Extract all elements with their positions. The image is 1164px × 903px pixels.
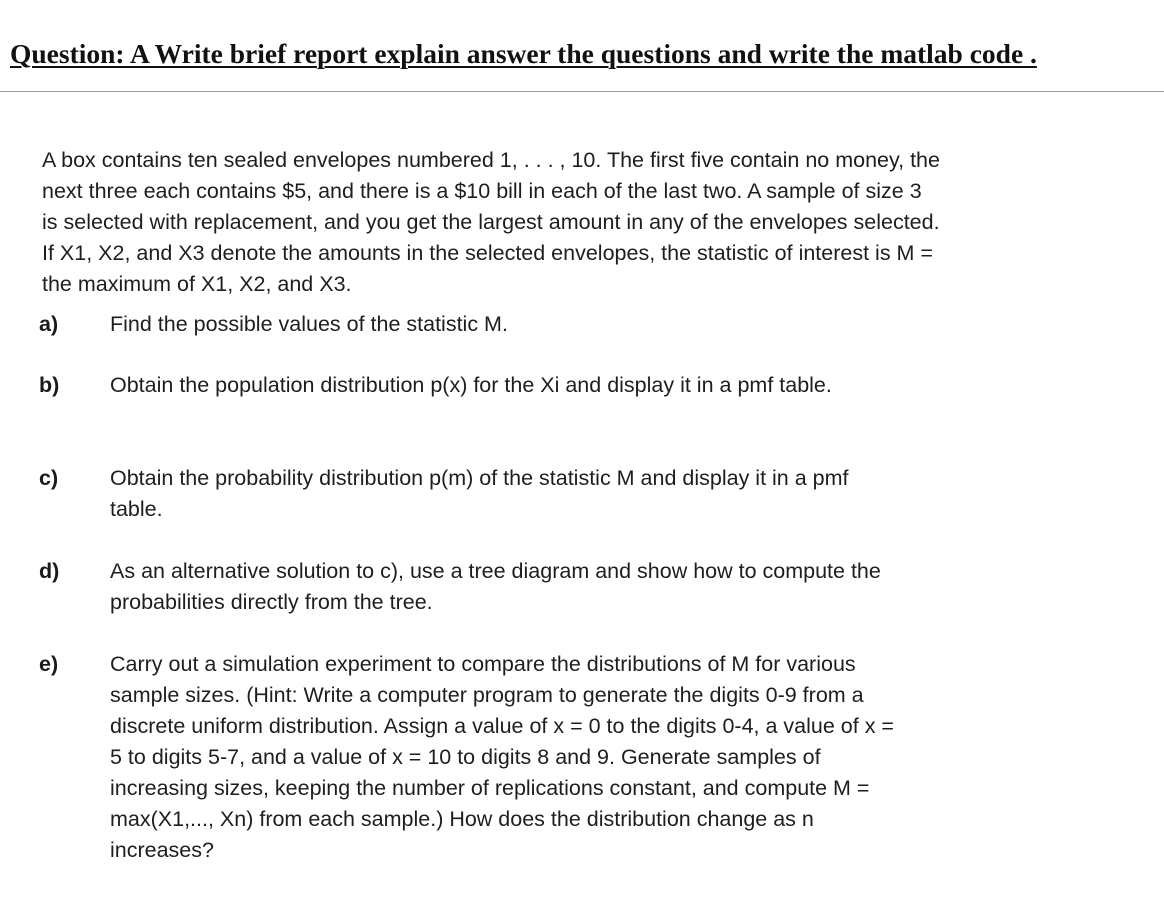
question-text: Obtain the probability distribution p(m) of the statistic M and display it in a pmf table.	[110, 466, 849, 521]
question-text: Find the possible values of the statistic M.	[110, 312, 508, 336]
question-label: c)	[39, 466, 59, 490]
question-title: Question: A Write brief report explain answer the questions and write the matlab code .	[10, 38, 1037, 69]
question-text: Obtain the population distribution p(x) for the Xi and display it in a pmf table.	[110, 373, 832, 397]
question-text: As an alternative solution to c), use a tree diagram and show how to compute the probabilities directly from the tree.	[110, 559, 881, 614]
question-text: Carry out a simulation experiment to compare the distributions of M for various sample sizes. (Hint: Write a computer program to generate the digits 0-9 from a discrete uniform distribution. Assign a value of x = 0 to the digits 0-4, a value of x = 5 to digits 5-7, and a value of x = 10 to digits 8 and 9. Generate samples of increasing sizes, keeping the number of replications constant, and compute M = max(X1,..., Xn) from each sample.) How does the distribution change as n increases?	[110, 652, 894, 862]
title-divider	[0, 91, 1164, 92]
question-label: d)	[39, 559, 60, 583]
question-label: e)	[39, 652, 59, 676]
question-label: a)	[39, 312, 59, 336]
problem-statement: A box contains ten sealed envelopes numbered 1, . . . , 10. The first five contain no money, the next three each contains $5, and there is a $10 bill in each of the last two. A sample of size 3 is selected with replacement, and you get the largest amount in any of the envelopes selected. If X1, X2, and X3 denote the amounts in the selected envelopes, the statistic of interest is M = the maximum of X1, X2, and X3.	[42, 148, 940, 296]
question-label: b)	[39, 373, 60, 397]
